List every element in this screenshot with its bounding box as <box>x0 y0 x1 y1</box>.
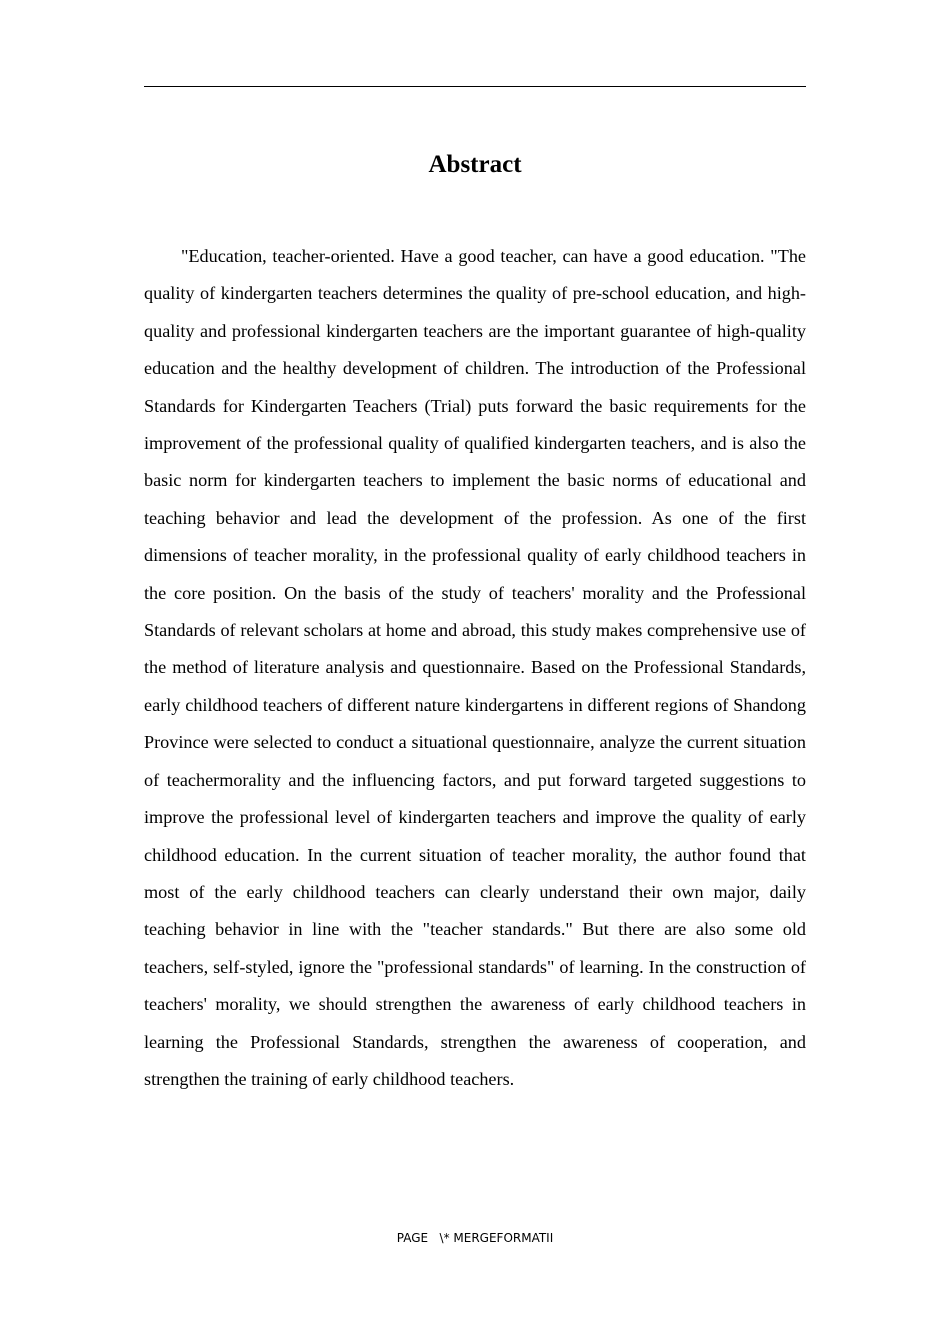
abstract-title: Abstract <box>428 151 522 178</box>
abstract-paragraph: "Education, teacher-oriented. Have a good teacher, can have a good education. "The quality of kindergarten teachers determines the quality of pre-school education, and high-quality and professional kindergarten teachers are the important guarantee of high-quality education and the healthy development of children. The introduction of the Professional Standards for Kindergarten Teachers (Trial) puts forward the basic requirements for the improvement of the professional quality of qualified kindergarten teachers, and is also the basic norm for kindergarten teachers to implement the basic norms of educational and teaching behavior and lead the development of the profession. As one of the first dimensions of teacher morality, in the professional quality of early childhood teachers in the core position. On the basis of the study of teachers' morality and the Professional Standards of relevant scholars at home and abroad, this study makes comprehensive use of the method of literature analysis and questionnaire. Based on the Professional Standards, early childhood teachers of different nature kindergartens in different regions of Shandong Province were selected to conduct a situational questionnaire, analyze the current situation of teachermorality and the influencing factors, and put forward targeted suggestions to improve the professional level of kindergarten teachers and improve the quality of early childhood education. In the current situation of teacher morality, the author found that most of the early childhood teachers can clearly understand their own major, daily teaching behavior in line with the "teacher standards." But there are also some old teachers, self-styled, ignore the "professional standards" of learning. In the construction of teachers' morality, we should strengthen the awareness of early childhood teachers in learning the Professional Standards, strengthen the awareness of cooperation, and strengthen the training of early childhood teachers. <box>144 246 806 1089</box>
page-footer-field: PAGE \* MERGEFORMATII <box>396 1231 554 1245</box>
header-rule <box>144 86 806 87</box>
